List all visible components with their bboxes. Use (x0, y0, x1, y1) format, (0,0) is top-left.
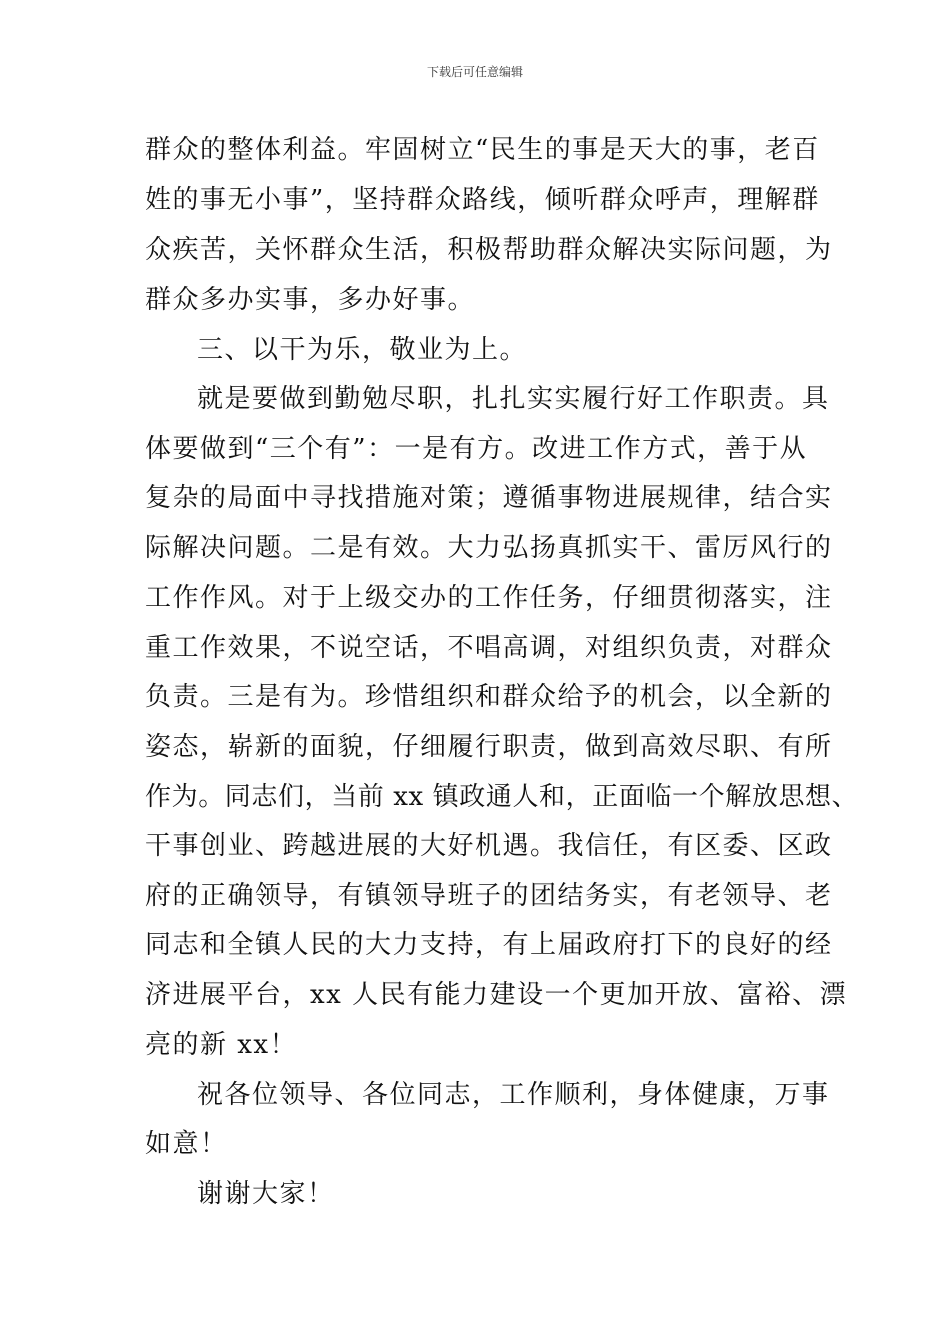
text-line: 工作作风。对于上级交办的工作任务，仔细贯彻落实，注 (145, 583, 833, 613)
text-line: 干事创业、跨越进展的大好机遇。我信任，有区委、区政 (145, 831, 833, 861)
text-line: 府的正确领导，有镇领导班子的团结务实，有老领导、老 (145, 881, 833, 911)
text-line: 体要做到“三个有”：一是有方。改进工作方式，善于从 (145, 434, 808, 464)
text-line: 负责。三是有为。珍惜组织和群众给予的机会，以全新的 (145, 682, 833, 712)
text-line: 如意！ (145, 1129, 228, 1159)
text-line: 姿态，崭新的面貌，仔细履行职责，做到高效尽职、有所 (145, 732, 833, 762)
text-line: 作为。同志们，当前 xx 镇政通人和，正面临一个解放思想、 (145, 782, 859, 812)
text-line: 祝各位领导、各位同志，工作顺利，身体健康，万事 (197, 1080, 830, 1110)
text-line: 际解决问题。二是有效。大力弘扬真抓实干、雷厉风行的 (145, 533, 833, 563)
text-line: 就是要做到勤勉尽职，扎扎实实履行好工作职责。具 (197, 384, 830, 414)
text-line: 亮的新 xx！ (145, 1030, 298, 1060)
section-heading: 三、以干为乐，敬业为上。 (197, 335, 528, 365)
text-line: 姓的事无小事”，坚持群众路线，倾听群众呼声，理解群 (145, 185, 820, 215)
text-line: 群众多办实事，多办好事。 (145, 285, 476, 315)
text-line: 重工作效果，不说空话，不唱高调，对组织负责，对群众 (145, 633, 833, 663)
text-line: 群众的整体利益。牢固树立“民生的事是天大的事，老百 (145, 135, 820, 165)
text-line: 复杂的局面中寻找措施对策；遵循事物进展规律，结合实 (145, 483, 833, 513)
text-line: 济进展平台，xx 人民有能力建设一个更加开放、富裕、漂 (145, 980, 848, 1010)
closing-line: 谢谢大家！ (197, 1179, 335, 1209)
text-line: 众疾苦，关怀群众生活，积极帮助群众解决实际问题，为 (145, 235, 833, 265)
page-header-note: 下载后可任意编辑 (426, 65, 523, 79)
text-line: 同志和全镇人民的大力支持，有上届政府打下的良好的经 (145, 930, 833, 960)
